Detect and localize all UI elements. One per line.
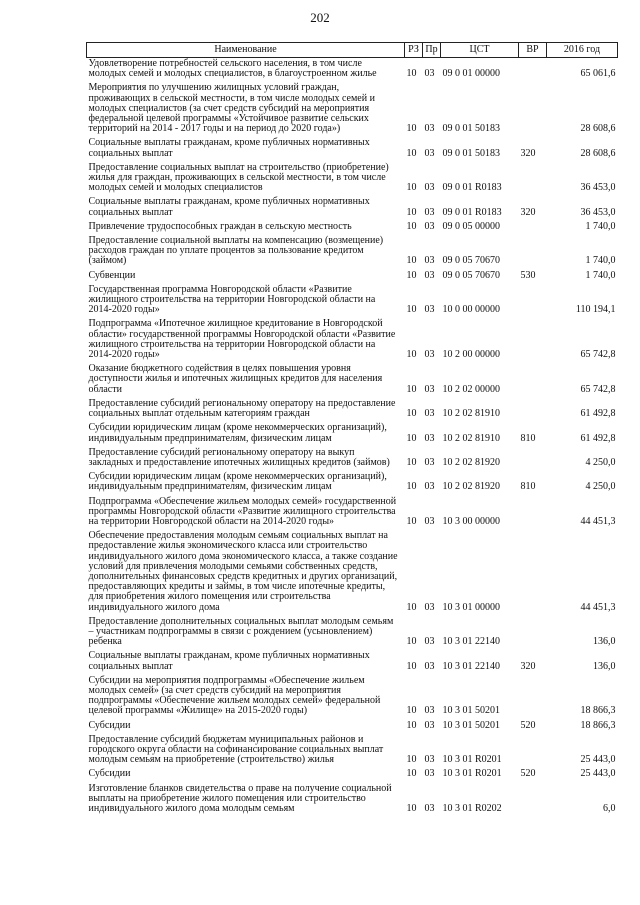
row-pr: 03 [424, 349, 435, 361]
row-name: Предоставление социальных выплат на строительство (приобретение) жилья для граждан, проживающих в сельской местности, в том числе молодых семей и молодых специалистов [88, 161, 389, 194]
row-name: Привлечение трудоспособных граждан в сельскую местность [88, 220, 352, 232]
header-name: Наименование [87, 43, 405, 58]
row-cst: 10 3 01 00000 [442, 601, 500, 613]
row-rz: 10 [406, 123, 417, 135]
row-pr: 03 [424, 754, 435, 766]
row-name: Субвенции [88, 269, 136, 281]
row-pr: 03 [424, 304, 435, 316]
row-name: Подпрограмма «Ипотечное жилищное кредитование в Новгородской области» государственной программы Новгородской области «Развитие жилищного строительства на территории Новгородской области на 2014-2020 годы» [88, 318, 396, 361]
table-row [87, 398, 618, 422]
row-amount: 25 443,0 [580, 754, 616, 766]
row-rz: 10 [406, 182, 417, 194]
row-cst: 10 2 00 00000 [442, 349, 500, 361]
row-name: Обеспечение предоставления молодым семьям социальных выплат на предоставление жилья экономического класса или строительство индивидуального жилого дома экономического класса, а также создание условий для привлечения молодыми семьями собственных средств, дополнительных финансовых средств кредитных и других организаций, предоставляющих кредиты и займы, в том числе ипотечные кредиты, для приобретения жилого помещения или строительства индивидуального жилого дома [88, 530, 398, 613]
row-cst: 10 3 01 50201 [442, 719, 500, 731]
row-pr: 03 [424, 636, 435, 648]
table-row [87, 162, 618, 197]
row-pr: 03 [424, 269, 435, 281]
row-pr: 03 [424, 206, 435, 218]
header-cst: ЦСТ [441, 43, 519, 58]
row-vr [519, 58, 547, 83]
row-rz: 10 [406, 719, 417, 731]
row-amount: 136,0 [593, 660, 616, 672]
row-pr: 03 [424, 220, 435, 232]
row-rz: 10 [406, 754, 417, 766]
row-name: Социальные выплаты гражданам, кроме публичных нормативных социальных выплат [88, 137, 370, 159]
table-row [87, 221, 618, 235]
row-name: Предоставление дополнительных социальных выплат молодым семьям – участникам подпрограммы в связи с рождением (усыновлением) ребенка [88, 615, 394, 648]
table-row [87, 447, 618, 471]
row-name: Предоставление субсидий бюджетам муниципальных районов и городского округа области на софинансирование социальных выплат молодым семьям на приобретение (строительство) жилья [88, 733, 384, 766]
row-pr: 03 [424, 255, 435, 267]
table-row [87, 471, 618, 495]
row-rz: 10 [406, 220, 417, 232]
row-vr [519, 447, 547, 471]
row-pr: 03 [424, 660, 435, 672]
row-cst: 10 3 01 50201 [442, 705, 500, 717]
row-vr [519, 221, 547, 235]
row-rz: 10 [406, 408, 417, 420]
row-vr [519, 284, 547, 319]
row-pr: 03 [424, 182, 435, 194]
row-rz: 10 [406, 456, 417, 468]
row-rz: 10 [406, 432, 417, 444]
row-cst: 10 2 02 81910 [442, 408, 500, 420]
row-cst: 10 2 02 81920 [442, 481, 500, 493]
row-rz: 10 [406, 304, 417, 316]
table-row [87, 530, 618, 616]
table-row [87, 58, 618, 83]
row-rz: 10 [406, 147, 417, 159]
row-pr: 03 [424, 383, 435, 395]
row-vr: 520 [520, 768, 536, 780]
row-vr: 530 [520, 269, 536, 281]
row-rz: 10 [406, 206, 417, 218]
row-name: Социальные выплаты гражданам, кроме публичных нормативных социальных выплат [88, 650, 370, 672]
row-name: Социальные выплаты гражданам, кроме публичных нормативных социальных выплат [88, 196, 370, 218]
table-row [87, 422, 618, 446]
row-rz: 10 [406, 255, 417, 267]
row-rz: 10 [406, 601, 417, 613]
table-row [87, 616, 618, 651]
row-vr [519, 82, 547, 137]
row-rz: 10 [406, 803, 417, 814]
row-vr [519, 398, 547, 422]
row-amount: 1 740,0 [585, 255, 616, 267]
row-amount: 44 451,3 [580, 515, 616, 527]
row-amount: 65 061,6 [580, 68, 616, 80]
row-pr: 03 [424, 123, 435, 135]
row-cst: 10 2 02 81910 [442, 432, 500, 444]
row-pr: 03 [424, 601, 435, 613]
table-row [87, 82, 618, 137]
header-year: 2016 год [547, 43, 618, 58]
row-cst: 09 0 01 50183 [442, 147, 500, 159]
row-amount: 4 250,0 [585, 456, 616, 468]
row-cst: 09 0 05 70670 [442, 269, 500, 281]
header-vr: ВР [519, 43, 547, 58]
row-pr: 03 [424, 515, 435, 527]
row-amount: 61 492,8 [580, 432, 616, 444]
table-body [87, 58, 618, 818]
row-cst: 10 3 01 R0201 [442, 768, 502, 780]
row-rz: 10 [406, 349, 417, 361]
row-amount: 44 451,3 [580, 601, 616, 613]
row-cst: 09 0 05 70670 [442, 255, 500, 267]
row-pr: 03 [424, 705, 435, 717]
row-name: Удовлетворение потребностей сельского населения, в том числе молодых семей и молодых специалистов, в благоустроенном жилье [88, 58, 377, 80]
row-cst: 10 3 00 00000 [442, 515, 500, 527]
row-vr: 520 [520, 719, 536, 731]
page-number: 202 [310, 10, 330, 25]
row-amount: 36 453,0 [580, 182, 616, 194]
row-amount: 110 194,1 [575, 304, 616, 316]
row-vr [519, 734, 547, 769]
row-vr: 320 [520, 147, 536, 159]
table-row [87, 137, 618, 161]
row-name: Оказание бюджетного содействия в целях повышения уровня доступности жилья и ипотечных жилищных кредитов для населения области [88, 363, 383, 395]
row-cst: 09 0 01 R0183 [442, 182, 502, 194]
table-row [87, 270, 618, 284]
row-rz: 10 [406, 660, 417, 672]
row-name: Изготовление бланков свидетельства о праве на получение социальной выплаты на приобретение жилого помещения или строительство индивидуального жилого дома молодым семьям [88, 782, 392, 814]
row-cst: 09 0 01 R0183 [442, 206, 502, 218]
table-row [87, 734, 618, 769]
row-vr [519, 318, 547, 363]
row-rz: 10 [406, 636, 417, 648]
row-amount: 6,0 [603, 803, 616, 814]
row-name: Предоставление субсидий региональному оператору на предоставление социальных выплат отдельным категориям граждан [88, 397, 396, 420]
table-row [87, 235, 618, 270]
row-amount: 1 740,0 [585, 269, 616, 281]
row-pr: 03 [424, 68, 435, 80]
table-row [87, 363, 618, 398]
table-row [87, 783, 618, 818]
row-cst: 09 0 05 00000 [442, 220, 500, 232]
row-amount: 65 742,8 [580, 383, 616, 395]
row-vr: 320 [520, 206, 536, 218]
row-vr: 320 [520, 660, 536, 672]
table-header [87, 43, 618, 58]
row-name: Субсидии на мероприятия подпрограммы «Обеспечение жильем молодых семей» (за счет средств субсидий на мероприятия подпрограммы «Обеспечение жильем молодых семей» федеральной целевой программы «Жилище» на 2015-2020 годы) [88, 674, 381, 717]
row-name: Государственная программа Новгородской области «Развитие жилищного строительства на территории Новгородской области на 2014-2020 годы» [88, 283, 376, 316]
row-name: Подпрограмма «Обеспечение жильем молодых семей» государственной программы Новгородской области «Развитие жилищного строительства на территории Новгородской области на 2014-2020 годы» [88, 495, 397, 527]
row-name: Субсидии юридическим лицам (кроме некоммерческих организаций), индивидуальным предпринимателям, физическим лицам [88, 471, 387, 493]
row-vr [519, 162, 547, 197]
row-amount: 25 443,0 [580, 768, 616, 780]
row-vr [519, 530, 547, 616]
header-rz: РЗ [405, 43, 423, 58]
row-rz: 10 [406, 515, 417, 527]
row-pr: 03 [424, 456, 435, 468]
table-row [87, 284, 618, 319]
row-name: Субсидии юридическим лицам (кроме некоммерческих организаций), индивидуальным предпринимателям, физическим лицам [88, 422, 387, 444]
row-name: Субсидии [88, 768, 131, 780]
row-vr: 810 [520, 432, 536, 444]
row-amount: 65 742,8 [580, 349, 616, 361]
row-cst: 09 0 01 50183 [442, 123, 500, 135]
row-pr: 03 [424, 803, 435, 814]
row-vr [519, 363, 547, 398]
row-pr: 03 [424, 481, 435, 493]
row-rz: 10 [406, 383, 417, 395]
row-rz: 10 [406, 705, 417, 717]
table-row [87, 675, 618, 720]
row-name: Предоставление субсидий региональному оператору на выкуп закладных и предоставление ипотечных жилищных кредитов (займов) [88, 446, 390, 468]
table-row [87, 496, 618, 531]
table-row [87, 196, 618, 220]
table-row [87, 318, 618, 363]
row-amount: 28 608,6 [580, 123, 616, 135]
row-amount: 18 866,3 [580, 705, 616, 717]
table-row [87, 768, 618, 782]
row-rz: 10 [406, 768, 417, 780]
row-pr: 03 [424, 408, 435, 420]
row-cst: 10 2 02 00000 [442, 383, 500, 395]
row-cst: 10 3 01 22140 [442, 660, 500, 672]
row-vr [519, 783, 547, 818]
row-cst: 10 3 01 R0201 [442, 754, 502, 766]
row-amount: 136,0 [593, 636, 616, 648]
row-rz: 10 [406, 481, 417, 493]
row-amount: 61 492,8 [580, 408, 616, 420]
row-cst: 10 3 01 22140 [442, 636, 500, 648]
row-amount: 4 250,0 [585, 481, 616, 493]
row-vr: 810 [520, 481, 536, 493]
row-rz: 10 [406, 269, 417, 281]
row-pr: 03 [424, 147, 435, 159]
row-amount: 18 866,3 [580, 719, 616, 731]
row-pr: 03 [424, 432, 435, 444]
table-row [87, 720, 618, 734]
row-vr [519, 235, 547, 270]
table-row [87, 650, 618, 674]
row-amount: 36 453,0 [580, 206, 616, 218]
row-name: Предоставление социальной выплаты на компенсацию (возмещение) расходов граждан по уплате процентов за пользование кредитом (займом) [88, 235, 384, 267]
row-cst: 09 0 01 00000 [442, 68, 500, 80]
row-amount: 28 608,6 [580, 147, 616, 159]
budget-table [86, 42, 618, 817]
row-name: Мероприятия по улучшению жилищных условий граждан, проживающих в сельской местности, в том числе молодых семей и молодых специалистов (за счет средств субсидий на мероприятия федеральной целевой программы «Устойчивое развитие сельских территорий на 2014 - 2017 годы и на период до 2020 года») [88, 82, 375, 135]
row-rz: 10 [406, 68, 417, 80]
row-cst: 10 0 00 00000 [442, 304, 500, 316]
row-vr [519, 496, 547, 531]
row-pr: 03 [424, 768, 435, 780]
row-pr: 03 [424, 719, 435, 731]
row-name: Субсидии [88, 719, 131, 731]
header-pr: Пр [423, 43, 441, 58]
row-cst: 10 3 01 R0202 [442, 803, 502, 814]
row-vr [519, 616, 547, 651]
row-amount: 1 740,0 [585, 220, 616, 232]
row-vr [519, 675, 547, 720]
row-cst: 10 2 02 81920 [442, 456, 500, 468]
